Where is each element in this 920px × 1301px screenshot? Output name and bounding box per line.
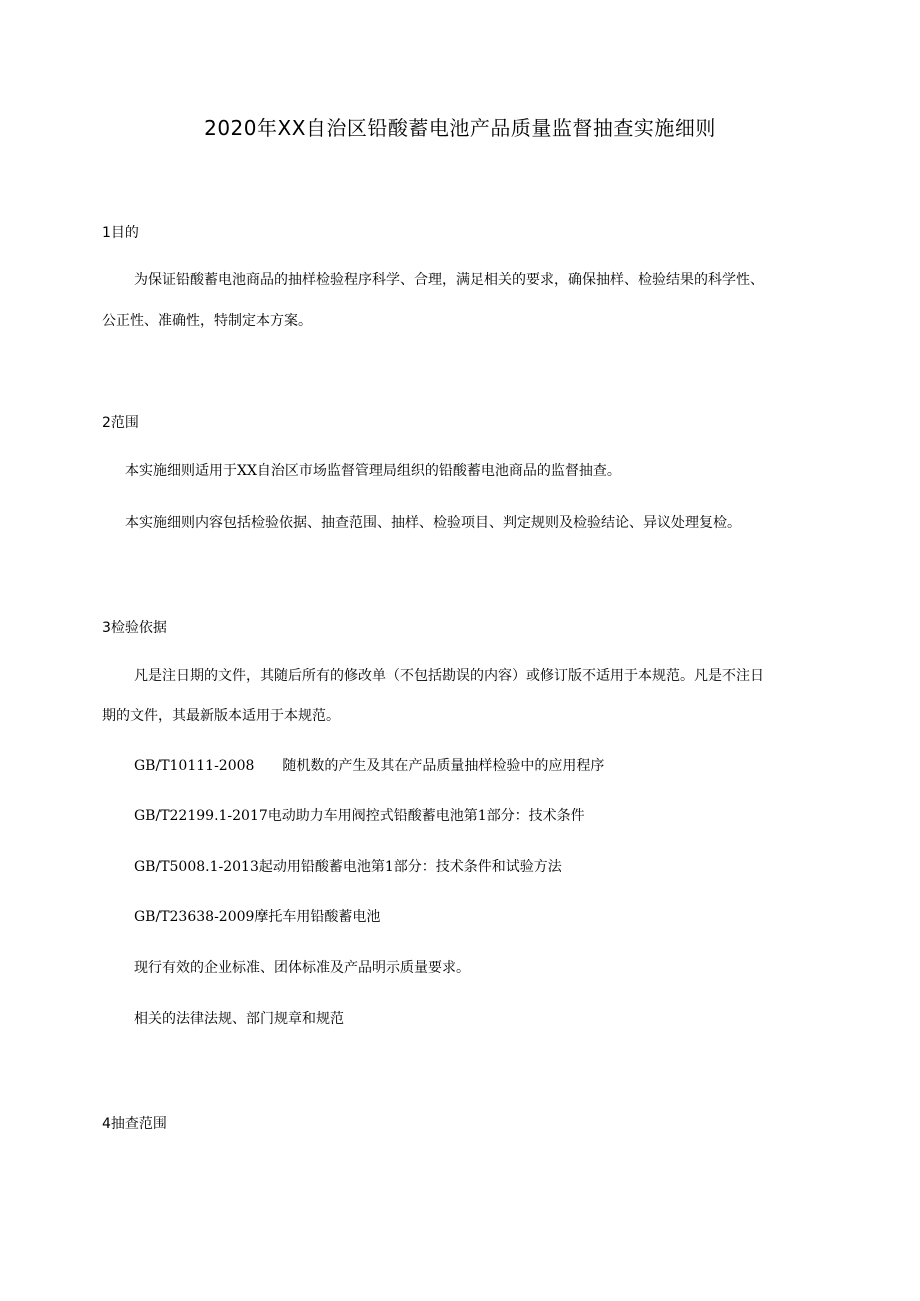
reference-item xyxy=(134,806,585,826)
reference-code: GB/T22199.1-2017 xyxy=(134,808,268,824)
reference-name: 摩托车用铅酸蓄电池 xyxy=(254,909,381,925)
scope-paragraph-2: 本实施细则内容包括检验依据、抽查范围、抽样、检验项目、判定规则及检验结论、异议处理复检。 xyxy=(125,515,741,531)
basis-extra-line-1: 现行有效的企业标准、团体标准及产品明示质量要求。 xyxy=(134,960,470,976)
basis-paragraph-line-2: 期的文件，其最新版本适用于本规范。 xyxy=(102,708,340,724)
reference-code: GB/T5008.1-2013 xyxy=(134,859,259,875)
section-heading-purpose: 1目的 xyxy=(102,225,139,241)
scope-paragraph-1: 本实施细则适用于XX自治区市场监督管理局组织的铅酸蓄电池商品的监督抽查。 xyxy=(125,463,621,479)
document-title: 2020年XX自治区铅酸蓄电池产品质量监督抽查实施细则 xyxy=(204,116,716,140)
section-heading-sampling-scope: 4抽查范围 xyxy=(102,1116,167,1132)
basis-extra-line-2: 相关的法律法规、部门规章和规范 xyxy=(134,1011,344,1027)
section-heading-basis: 3检验依据 xyxy=(102,620,167,636)
reference-item xyxy=(134,756,604,776)
reference-name: 起动用铅酸蓄电池第1部分：技术条件和试验方法 xyxy=(258,859,562,875)
reference-item xyxy=(134,857,562,877)
reference-name: 电动助力车用阀控式铅酸蓄电池第1部分：技术条件 xyxy=(267,808,585,824)
reference-code: GB/T10111-2008 xyxy=(134,758,255,774)
reference-name: 随机数的产生及其在产品质量抽样检验中的应用程序 xyxy=(282,758,605,774)
section-heading-scope: 2范围 xyxy=(102,415,139,431)
reference-item xyxy=(134,907,380,927)
purpose-paragraph-line-2: 公正性、准确性，特制定本方案。 xyxy=(102,313,312,329)
basis-paragraph-line-1: 凡是注日期的文件，其随后所有的修改单（不包括勘误的内容）或修订版不适用于本规范。凡是不注日 xyxy=(134,668,764,684)
reference-code: GB/T23638-2009 xyxy=(134,909,255,925)
purpose-paragraph-line-1: 为保证铅酸蓄电池商品的抽样检验程序科学、合理，满足相关的要求，确保抽样、检验结果的科学性、 xyxy=(134,272,764,288)
